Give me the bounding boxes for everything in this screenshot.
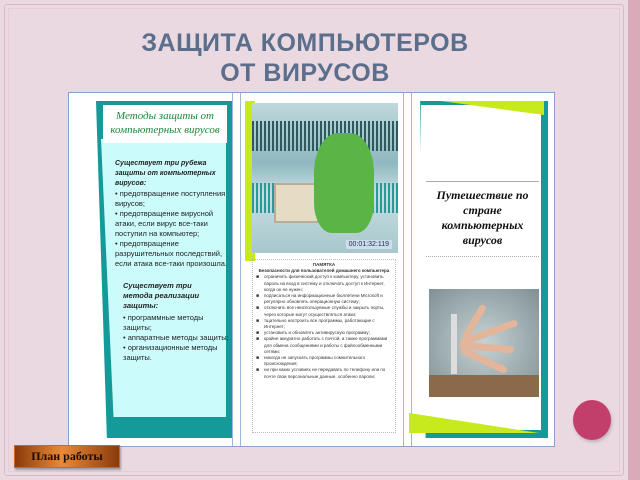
memo-item: ■ крайне аккуратно работать с почтой, а также программами для обмена сообщениями и работы с файлообменными сетями; — [256, 336, 392, 355]
decorative-circle — [573, 400, 611, 440]
memo-item: ■ установить и обновлять антивирусную программу; — [256, 330, 392, 336]
desk — [429, 375, 539, 397]
list-item: • предотвращение поступления вирусов; — [111, 189, 229, 209]
right-edge-strip — [628, 0, 640, 480]
memo-subtitle: Безопасности для пользователей домашнего компьютера — [258, 268, 390, 274]
memo-item: ■ ни при каких условиях не передавать по телефону или по почте свои персональные данные, особенно пароли; — [256, 367, 392, 379]
plan-button[interactable]: План работы — [14, 445, 120, 468]
slide-title — [0, 28, 610, 88]
panel-divider — [240, 93, 241, 446]
left-panel-text — [99, 159, 229, 363]
virus-worm-image — [252, 103, 398, 253]
memo-item: ■ подписаться на информационные бюллетени Microsoft и регулярно обновлять операционную систему; — [256, 293, 392, 305]
intro-text: Существует три рубежа защиты от компьютерных вирусов: — [115, 160, 216, 187]
list-item: • организационные методы защиты. — [119, 343, 229, 363]
list-item: • программные методы защиты; — [119, 313, 229, 333]
intro-text-2: Существует три метода реализации защиты: — [123, 281, 200, 310]
panel-divider — [232, 93, 233, 446]
timestamp-readout: 00:01:32:119 — [346, 240, 392, 249]
memo-item: ■ отключить все неиспользуемые службы и закрыть порты, через которые могут осуществляться атаки; — [256, 305, 392, 317]
panel-divider — [411, 93, 412, 446]
title-line-2: ОТ ВИРУСОВ — [220, 59, 390, 87]
hands-from-monitor-image — [429, 289, 539, 397]
worm-character — [314, 133, 374, 233]
list-item: • предотвращение разрушительных последствий, если атака все-таки произошла. — [111, 239, 229, 269]
panel-divider — [403, 93, 404, 446]
memo-item: ■ тщательно настроить все программы, работающие с Интернет; — [256, 318, 392, 330]
brochure-document — [68, 92, 555, 447]
monitor — [451, 314, 457, 374]
memo-title: ПАМЯТКА — [312, 262, 336, 267]
left-panel-heading: Методы защиты от компьютерных вирусов — [103, 105, 227, 143]
list-item: • аппаратные методы защиты; — [119, 333, 229, 343]
list-item: • предотвращение вирусной атаки, если вирус все-таки поступил на компьютер; — [111, 209, 229, 239]
right-panel-title: Путешествие по стране компьютерных вирусов — [426, 181, 539, 257]
title-line-1: ЗАЩИТА КОМПЬЮТЕРОВ — [141, 29, 469, 57]
memo-item: ■ ограничить физический доступ к компьютеру, установить пароль на вход в систему и отключать доступ к Интернет, когда он не нужен; — [256, 274, 392, 293]
memo-box — [252, 259, 396, 433]
memo-item: ■ никогда не запускать программы сомнительного происхождения; — [256, 355, 392, 367]
computer-illustration — [274, 183, 319, 223]
